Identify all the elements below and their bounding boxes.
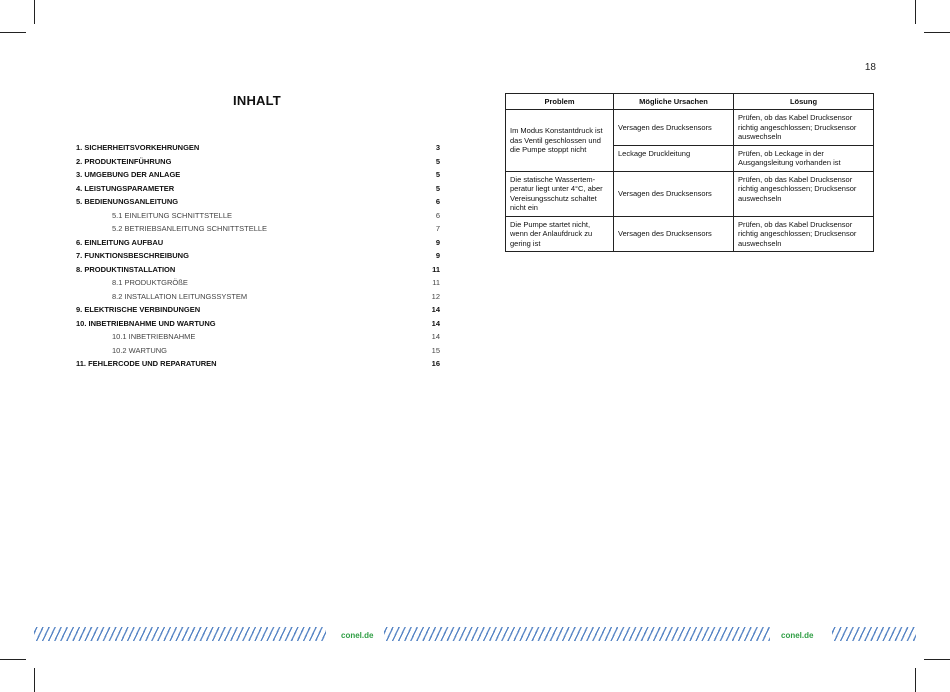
toc-entry[interactable] (76, 155, 440, 169)
solution-cell: Prüfen, ob das Kabel Drucksensor richtig angeschlossen; Drucksensor auswechseln (734, 216, 874, 252)
toc-entry-page: 11 (432, 278, 440, 287)
toc-entry[interactable] (76, 303, 440, 317)
toc-entry-page: 5 (435, 156, 440, 166)
footer-stripe (34, 627, 326, 641)
toc-entry-label: 8.1 PRODUKTGRÖßE (112, 278, 188, 287)
cause-cell: Versagen des Drucksensors (614, 216, 734, 252)
toc-title: INHALT (233, 93, 281, 108)
solution-cell: Prüfen, ob das Kabel Drucksensor richtig angeschlossen; Drucksensor auswechseln (734, 110, 874, 146)
toc-entry-page: 14 (431, 305, 440, 314)
toc-entry[interactable] (76, 168, 440, 182)
cause-cell: Versagen des Drucksensors (614, 171, 734, 216)
toc-entry[interactable] (76, 357, 440, 371)
crop-mark (0, 32, 26, 33)
toc-entry-page: 12 (431, 291, 440, 301)
toc-entry-page: 14 (431, 318, 440, 328)
crop-mark (924, 659, 950, 660)
column-header-problem: Problem (506, 94, 614, 110)
toc-entry-page: 5 (435, 170, 440, 179)
problem-cell: Die Pumpe startet nicht, wenn der Anlaufdruck zu gering ist (506, 216, 614, 252)
table-row (506, 110, 874, 146)
toc-entry-page: 9 (435, 251, 440, 260)
toc-entry-label: 8.2 INSTALLATION LEITUNGSSYSTEM (112, 291, 248, 301)
toc-entry-page: 3 (435, 143, 440, 152)
toc-entry-label: 10.1 INBETRIEBNAHME (112, 332, 196, 341)
toc-entry-page: 9 (435, 237, 440, 247)
toc-subentry[interactable] (76, 290, 440, 304)
column-header-solution: Lösung (734, 94, 874, 110)
crop-mark (924, 32, 950, 33)
troubleshooting-table (505, 93, 874, 252)
toc-entry[interactable] (76, 236, 440, 250)
toc-subentry[interactable] (76, 222, 440, 236)
crop-mark (0, 659, 26, 660)
toc-entry-page: 14 (431, 332, 440, 341)
toc-entry-label: 5.2 BETRIEBSANLEITUNG SCHNITTSTELLE (112, 224, 268, 233)
toc-entry-label: 5. BEDIENUNGSANLEITUNG (76, 197, 179, 206)
toc-entry[interactable] (76, 317, 440, 331)
toc-entry-page: 7 (435, 224, 440, 233)
toc-entry-label: 6. EINLEITUNG AUFBAU (76, 237, 164, 247)
toc-entry-label: 4. LEISTUNGSPARAMETER (76, 183, 175, 193)
toc-entry[interactable] (76, 195, 440, 209)
toc-entry-page: 6 (435, 210, 440, 220)
footer-stripe (384, 627, 770, 641)
toc-entry-label: 10. INBETRIEBNAHME UND WARTUNG (76, 318, 216, 328)
toc-entry-page: 11 (432, 264, 440, 274)
toc-entry[interactable] (76, 263, 440, 277)
crop-mark (34, 0, 35, 24)
crop-mark (915, 668, 916, 692)
toc-entry-label: 7. FUNKTIONSBESCHREIBUNG (76, 251, 189, 260)
toc-entry[interactable] (76, 249, 440, 263)
website-link[interactable]: conel.de (341, 631, 374, 640)
website-link[interactable]: conel.de (781, 631, 814, 640)
toc-subentry[interactable] (76, 344, 440, 358)
crop-mark (915, 0, 916, 24)
solution-cell: Prüfen, ob das Kabel Drucksensor richtig angeschlossen; Drucksensor auswechseln (734, 171, 874, 216)
toc-entry-page: 5 (435, 183, 440, 193)
cause-cell: Versagen des Drucksensors (614, 110, 734, 146)
toc-entry-label: 2. PRODUKTEINFÜHRUNG (76, 156, 172, 166)
solution-cell: Prüfen, ob Leckage in der Ausgangsleitung vorhanden ist (734, 145, 874, 171)
toc-entry-page: 16 (431, 359, 440, 368)
toc-entry-label: 9. ELEKTRISCHE VERBINDUNGEN (76, 305, 201, 314)
crop-mark (34, 668, 35, 692)
table-row (506, 171, 874, 216)
toc-entry-label: 1. SICHERHEITSVORKEHRUNGEN (76, 143, 200, 152)
toc-subentry[interactable] (76, 276, 440, 290)
toc-entry-label: 11. FEHLERCODE UND REPARATUREN (76, 359, 217, 368)
toc-subentry[interactable] (76, 330, 440, 344)
toc-entry[interactable] (76, 182, 440, 196)
cause-cell: Leckage Druckleitung (614, 145, 734, 171)
problem-cell: Die statische Wassertem-peratur liegt unter 4°C, aber Vereisungsschutz schaltet nicht ein (506, 171, 614, 216)
toc-entry-page: 6 (435, 197, 440, 206)
toc-subentry[interactable] (76, 209, 440, 223)
toc-entry-label: 5.1 EINLEITUNG SCHNITTSTELLE (112, 210, 233, 220)
footer-stripe (832, 627, 916, 641)
problem-cell: Im Modus Konstantdruck ist das Ventil geschlossen und die Pumpe stoppt nicht (506, 110, 614, 172)
toc-entry-label: 10.2 WARTUNG (112, 345, 168, 355)
toc-entry-label: 8. PRODUKTINSTALLATION (76, 264, 176, 274)
table-of-contents (76, 141, 440, 371)
toc-entry-label: 3. UMGEBUNG DER ANLAGE (76, 170, 181, 179)
column-header-cause: Mögliche Ursachen (614, 94, 734, 110)
toc-entry-page: 15 (431, 345, 440, 355)
table-row (506, 216, 874, 252)
toc-entry[interactable] (76, 141, 440, 155)
page-number: 18 (864, 62, 876, 73)
